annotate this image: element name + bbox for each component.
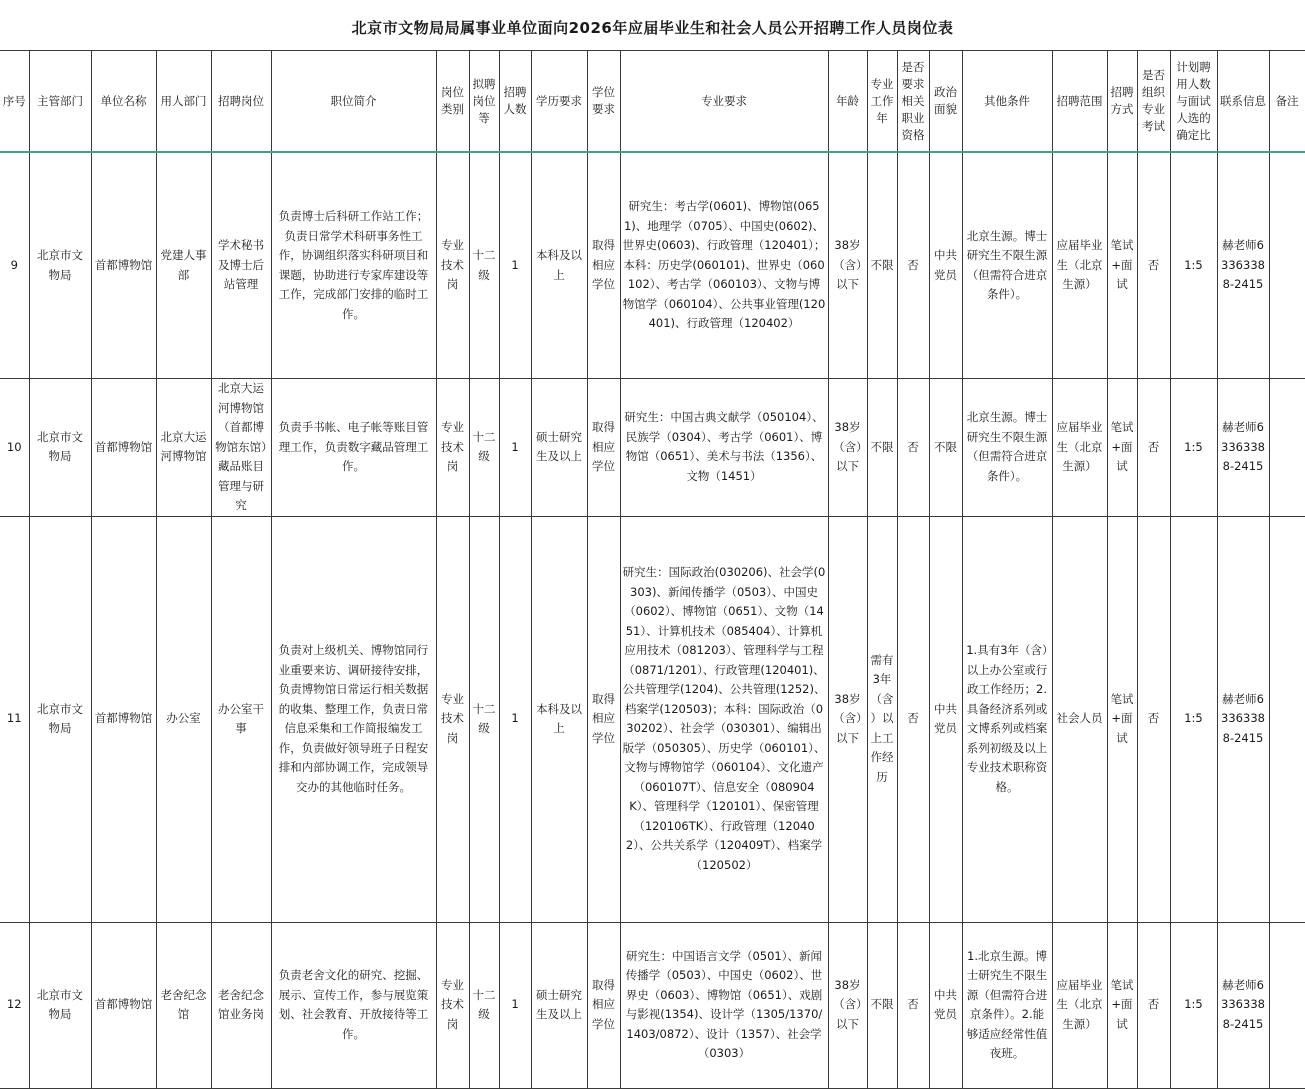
cell-desc: 负责对上级机关、博物馆同行业重要来访、调研接待安排，负责博物馆日常运行相关数据的收集、整理工作，负责日常信息采集和工作简报编发工作，负责做好领导班子日程安排和内部协调工作，完成领导交办的其他临时任务。	[271, 516, 436, 922]
cell-edu: 硕士研究生及以上	[531, 379, 587, 517]
cell-count: 1	[499, 379, 531, 517]
cell-seq: 12	[0, 922, 29, 1088]
cell-post: 北京大运河博物馆（首都博物馆东馆）藏品账目管理与研究	[211, 379, 271, 517]
header-desc: 职位简介	[271, 51, 436, 153]
cell-contact: 赫老师63363388-2415	[1217, 379, 1269, 517]
cell-level: 十二级	[469, 516, 499, 922]
cell-political: 中共党员	[929, 152, 962, 379]
cell-degree: 取得相应学位	[587, 152, 620, 379]
table-row	[0, 152, 1305, 379]
cell-years: 不限	[867, 922, 897, 1088]
cell-employer: 北京大运河博物馆	[156, 379, 211, 517]
table-row	[0, 516, 1305, 922]
cell-exam: 否	[1137, 379, 1170, 517]
cell-desc: 负责老舍文化的研究、挖掘、展示、宣传工作，参与展览策划、社会教育、开放接待等工作。	[271, 922, 436, 1088]
cell-remark	[1269, 152, 1305, 379]
header-employer: 用人部门	[156, 51, 211, 153]
table-row	[0, 922, 1305, 1088]
cell-degree: 取得相应学位	[587, 516, 620, 922]
cell-method: 笔试+面试	[1107, 516, 1137, 922]
header-other: 其他条件	[962, 51, 1052, 153]
cell-unit: 首都博物馆	[91, 516, 156, 922]
cell-remark	[1269, 379, 1305, 517]
cell-other: 1.北京生源。博士研究生不限生源（但需符合进京条件）。2.能够适应经常性值夜班。	[962, 922, 1052, 1088]
cell-edu: 硕士研究生及以上	[531, 922, 587, 1088]
header-contact: 联系信息	[1217, 51, 1269, 153]
header-years: 专业工作年	[867, 51, 897, 153]
cell-age: 38岁（含）以下	[828, 379, 867, 517]
cell-unit: 首都博物馆	[91, 922, 156, 1088]
header-cert: 是否要求相关职业资格	[897, 51, 929, 153]
cell-seq: 9	[0, 152, 29, 379]
cell-dept: 北京市文物局	[29, 922, 91, 1088]
header-exam: 是否组织专业考试	[1137, 51, 1170, 153]
cell-ratio: 1:5	[1170, 922, 1217, 1088]
cell-category: 专业技术岗	[436, 922, 469, 1088]
cell-ratio: 1:5	[1170, 152, 1217, 379]
cell-cert: 否	[897, 922, 929, 1088]
table-row	[0, 379, 1305, 517]
cell-cert: 否	[897, 516, 929, 922]
cell-ratio: 1:5	[1170, 516, 1217, 922]
cell-count: 1	[499, 152, 531, 379]
cell-scope: 应届毕业生（北京生源）	[1052, 379, 1107, 517]
cell-cert: 否	[897, 152, 929, 379]
header-post: 招聘岗位	[211, 51, 271, 153]
page-title: 北京市文物局局属事业单位面向2026年应届毕业生和社会人员公开招聘工作人员岗位表	[351, 19, 954, 37]
cell-degree: 取得相应学位	[587, 922, 620, 1088]
cell-age: 38岁（含）以下	[828, 516, 867, 922]
cell-employer: 党建人事部	[156, 152, 211, 379]
cell-degree: 取得相应学位	[587, 379, 620, 517]
cell-exam: 否	[1137, 516, 1170, 922]
cell-category: 专业技术岗	[436, 379, 469, 517]
cell-years: 需有3年（含）以上工作经历	[867, 516, 897, 922]
cell-remark	[1269, 922, 1305, 1088]
header-degree: 学位要求	[587, 51, 620, 153]
cell-unit: 首都博物馆	[91, 152, 156, 379]
cell-method: 笔试+面试	[1107, 379, 1137, 517]
header-major: 专业要求	[620, 51, 828, 153]
cell-major: 研究生：考古学(0601)、博物馆(0651)、地理学（0705）、中国史(0602)、世界史(0603)、行政管理（120401）；本科：历史学(060101)、世界史（060102）、考古学（060103）、文物与博物馆学（060104）、公共事业管理(120401)、行政管理（120402）	[620, 152, 828, 379]
cell-other: 北京生源。博士研究生不限生源（但需符合进京条件）。	[962, 152, 1052, 379]
cell-level: 十二级	[469, 152, 499, 379]
cell-contact: 赫老师63363388-2415	[1217, 516, 1269, 922]
cell-dept: 北京市文物局	[29, 152, 91, 379]
header-remark: 备注	[1269, 51, 1305, 153]
cell-contact: 赫老师63363388-2415	[1217, 152, 1269, 379]
cell-scope: 应届毕业生（北京生源）	[1052, 922, 1107, 1088]
cell-post: 老舍纪念馆业务岗	[211, 922, 271, 1088]
cell-employer: 办公室	[156, 516, 211, 922]
header-level: 拟聘岗位等	[469, 51, 499, 153]
cell-years: 不限	[867, 379, 897, 517]
cell-major: 研究生：中国语言文学（0501）、新闻传播学（0503）、中国史（0602）、世界史（0603）、博物馆（0651）、戏剧与影视(1354)、设计学（1305/1370/1403/0872）、设计（1357）、社会学（0303）	[620, 922, 828, 1088]
header-age: 年龄	[828, 51, 867, 153]
header-row	[0, 51, 1305, 153]
header-scope: 招聘范围	[1052, 51, 1107, 153]
header-category: 岗位类别	[436, 51, 469, 153]
cell-edu: 本科及以上	[531, 516, 587, 922]
cell-desc: 负责手书帐、电子帐等账目管理工作，负责数字藏品管理工作。	[271, 379, 436, 517]
cell-category: 专业技术岗	[436, 516, 469, 922]
cell-major: 研究生：中国古典文献学（050104）、民族学（0304）、考古学（0601）、博物馆（0651）、美术与书法（1356）、文物（1451）	[620, 379, 828, 517]
header-seq: 序号	[0, 51, 29, 153]
cell-edu: 本科及以上	[531, 152, 587, 379]
cell-other: 1.具有3年（含）以上办公室或行政工作经历；2.具备经济系列或文博系列或档案系列初级及以上专业技术职称资格。	[962, 516, 1052, 922]
cell-post: 学术秘书及博士后站管理	[211, 152, 271, 379]
cell-exam: 否	[1137, 152, 1170, 379]
cell-years: 不限	[867, 152, 897, 379]
cell-major: 研究生：国际政治(030206)、社会学(0303)、新闻传播学（0503）、中国史（0602）、博物馆（0651）、文物（1451）、计算机技术（085404）、计算机应用技术（081203）、管理科学与工程（0871/1201）、行政管理(120401)、公共管理学(1204)、公共管理(1252)、档案学(120503)；本科：国际政治（030202）、社会学（030301）、编辑出版学（050305）、历史学（060101）、文物与博物馆学（060104）、文化遗产（060107T）、信息安全（080904K）、管理科学（120101）、保密管理（120106TK）、行政管理（120402）、公共关系学（120409T）、档案学（120502）	[620, 516, 828, 922]
header-edu: 学历要求	[531, 51, 587, 153]
cell-level: 十二级	[469, 922, 499, 1088]
header-political: 政治面貌	[929, 51, 962, 153]
cell-count: 1	[499, 922, 531, 1088]
cell-ratio: 1:5	[1170, 379, 1217, 517]
cell-age: 38岁（含）以下	[828, 152, 867, 379]
cell-scope: 应届毕业生（北京生源）	[1052, 152, 1107, 379]
header-ratio: 计划聘用人数与面试人选的确定比	[1170, 51, 1217, 153]
cell-age: 38岁（含）以下	[828, 922, 867, 1088]
cell-seq: 10	[0, 379, 29, 517]
header-unit: 单位名称	[91, 51, 156, 153]
header-method: 招聘方式	[1107, 51, 1137, 153]
cell-political: 不限	[929, 379, 962, 517]
cell-desc: 负责博士后科研工作站工作；负责日常学术科研事务性工作，协调组织落实科研项目和课题，协助进行专家库建设等工作，完成部门安排的临时工作。	[271, 152, 436, 379]
cell-dept: 北京市文物局	[29, 379, 91, 517]
cell-political: 中共党员	[929, 922, 962, 1088]
cell-remark	[1269, 516, 1305, 922]
cell-exam: 否	[1137, 922, 1170, 1088]
cell-category: 专业技术岗	[436, 152, 469, 379]
header-count: 招聘人数	[499, 51, 531, 153]
header-dept: 主管部门	[29, 51, 91, 153]
cell-cert: 否	[897, 379, 929, 517]
cell-level: 十二级	[469, 379, 499, 517]
cell-method: 笔试+面试	[1107, 922, 1137, 1088]
cell-seq: 11	[0, 516, 29, 922]
cell-count: 1	[499, 516, 531, 922]
positions-table	[0, 50, 1305, 1089]
cell-contact: 赫老师63363388-2415	[1217, 922, 1269, 1088]
cell-method: 笔试+面试	[1107, 152, 1137, 379]
cell-unit: 首都博物馆	[91, 379, 156, 517]
cell-political: 中共党员	[929, 516, 962, 922]
cell-scope: 社会人员	[1052, 516, 1107, 922]
cell-post: 办公室干事	[211, 516, 271, 922]
cell-employer: 老舍纪念馆	[156, 922, 211, 1088]
cell-other: 北京生源。博士研究生不限生源（但需符合进京条件）。	[962, 379, 1052, 517]
cell-dept: 北京市文物局	[29, 516, 91, 922]
